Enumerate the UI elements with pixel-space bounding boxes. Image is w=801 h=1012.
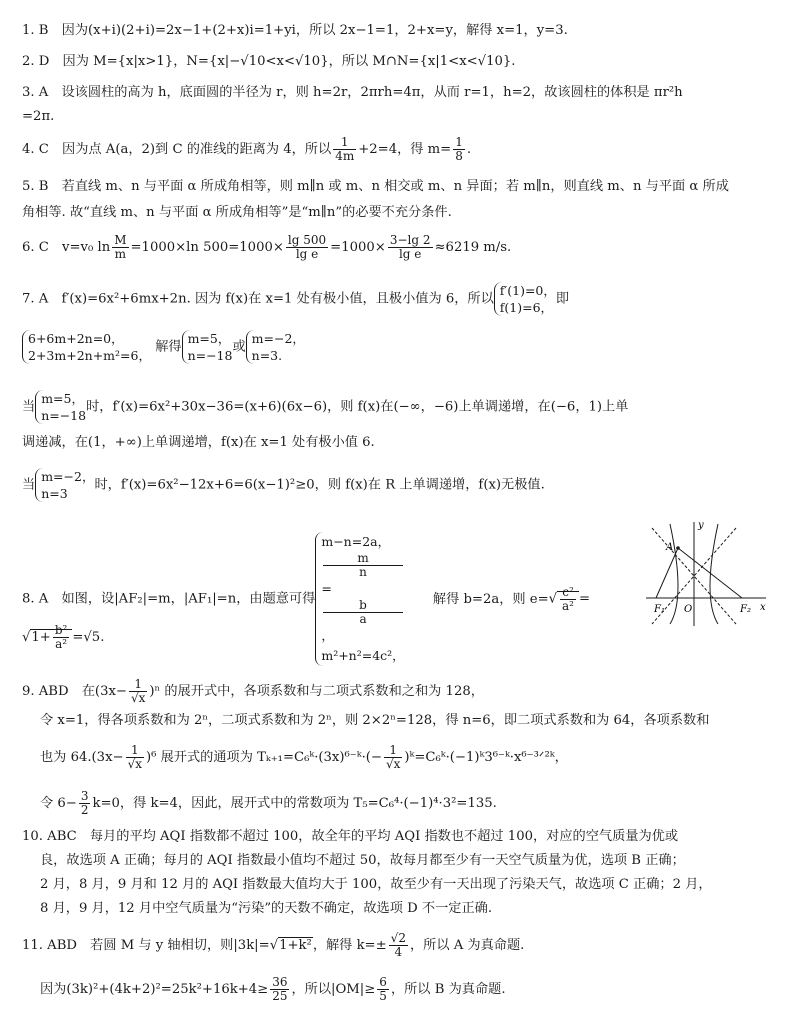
answer-line-4: 4. C 因为点 A(a，2)到 C 的准线的距离为 4，所以 $\frac{1}{4m}$ +2=4，得 m= $\frac{1}{8}$ . [22, 135, 472, 163]
answer-line-10-d: 8 月，9 月，12 月中空气质量为“污染”的天数不确定，故选项 D 不一定正确. [40, 901, 493, 916]
answer-line-3-cont: =2π. [22, 109, 55, 124]
answer-line-7: 7. A f′(x)=6x²+6mx+2n. 因为 f(x)在 x=1 处有极小值，且极小值为 6，所以 f′(1)=0， f(1)=6， 即 [22, 283, 570, 315]
answer-line-10-c: 2 月，8 月，9 月和 12 月的 AQI 指数最大值均大于 100，故至少有一天出现了污染天气，故选项 C 正确；2 月， [40, 877, 712, 892]
fraction: $\frac{1}{4m}$ [335, 135, 355, 163]
fraction: $\frac{3-\lg 2}{\text{lg e}}$ [389, 233, 431, 261]
point-a [676, 546, 680, 550]
fraction: $\frac{\text{c²}}{\text{a²}}$ [562, 584, 574, 613]
solution-system: m=5， n=−18 [182, 330, 233, 364]
answer-line-11-b: 因为(3k)²+(4k+2)²=25k²+16k+4≥ $\frac{36}{25}$ ，所以|OM|≥ $\frac{6}{5}$ ，所以 B 为真命题. [40, 975, 506, 1003]
fraction: $\frac{1}{√x}$ [127, 743, 142, 771]
label-o: O [684, 604, 693, 615]
fraction: $\frac{M}{m}$ [114, 233, 127, 261]
answer-line-9-cont: 令 x=1，得各项系数和为 2ⁿ，二项式系数和为 2ⁿ，则 2×2ⁿ=128，得 n=6，即二项式系数和为 64，各项系数和 [40, 713, 710, 728]
answer-line-6: 6. C v=v₀ ln $\frac{M}{m}$ =1000×ln 500=1000× $\frac{\lg 500}{\text{lg e}}$ =1000× $\frac{3-\lg 2}{\text{lg e}}$ ≈6219 m/s. [22, 233, 512, 261]
answer-line-1: 1. B 因为(x+i)(2+i)=2x−1+(2+x)i=1+yi，所以 2x−1=1，2+x=y，解得 x=1，y=3. [22, 23, 568, 38]
answer-line-5-cont: 角相等. 故“直线 m、n 与平面 α 所成角相等”是“m∥n”的必要不充分条件. [22, 205, 452, 220]
answer-line-10: 10. ABC 每月的平均 AQI 指数都不超过 100，故全年的平均 AQI 指数也不超过 100，对应的空气质量为优或 [22, 829, 679, 844]
fraction: $\frac{1}{8}$ [455, 135, 463, 163]
fraction: $\frac{\text{b²}}{\text{a²}}$ [54, 623, 68, 651]
answer-line-7-systems: 6+6m+2n=0， 2+3m+2n+m²=6， 解得 m=5， n=−18 或 m=−2， n=3. [22, 330, 305, 364]
label-y: y [698, 520, 704, 531]
hyperbola-figure [642, 518, 772, 628]
case-system: m=−2， n=3 [35, 468, 94, 502]
answer-line-9-term: 也为 64.(3x− $\frac{1}{√x}$ )⁶ 展开式的通项为 Tₖ₊₁=C₆ᵏ·(3x)⁶⁻ᵏ·(− $\frac{1}{√x}$ )ᵏ=C₆ᵏ·(−1)ᵏ3⁶⁻ᵏ·x⁶⁻³ᐟ²ᵏ， [40, 743, 568, 771]
label-x: x [760, 602, 766, 613]
fraction: $\frac{6}{5}$ [379, 975, 387, 1003]
label-f2: F₂ [740, 604, 751, 615]
answer-line-5: 5. B 若直线 m、n 与平面 α 所成角相等，则 m∥n 或 m、n 相交或 m、n 异面；若 m∥n，则直线 m、n 与平面 α 所成 [22, 179, 729, 194]
answer-line-2: 2. D 因为 M={x|x>1}，N={x|−√10<x<√10}，所以 M∩N={x|1<x<√10}. [22, 54, 516, 69]
fraction: $\frac{36}{25}$ [272, 975, 288, 1003]
case-system: m=5， n=−18 [35, 390, 86, 424]
fraction: $\frac{\lg 500}{\text{lg e}}$ [287, 233, 327, 261]
fraction: $\frac{1}{√x}$ [130, 677, 146, 705]
answer-line-8: 8. A 如图，设|AF₂|=m，|AF₁|=n，由题意可得 m−n=2a， m n = b a ， m²+n²=4c²， 解得 b=2a，则 e=√ $\frac{\text{c²}}{\text{a²}}$ = [22, 532, 590, 666]
label-f1: F₁ [654, 604, 665, 615]
segment-af1 [656, 548, 678, 598]
fraction: $\frac{√2}{4}$ [390, 931, 406, 959]
equation-system: m−n=2a， m n = b a ， m²+n²=4c²， [315, 532, 404, 666]
answer-line-9-const: 令 6− $\frac{3}{2}$ k=0，得 k=4，因此，展开式中的常数项为 T₅=C₆⁴·(−1)⁴·3²=135. [40, 789, 497, 817]
answer-line-8-cont: √1+ $\frac{\text{b²}}{\text{a²}}$ =√5. [22, 623, 105, 651]
solution-system: m=−2， n=3. [246, 330, 305, 364]
label-a: A [666, 542, 674, 553]
answer-line-11: 11. ABD 若圆 M 与 y 轴相切，则|3k|=√1+k²，解得 k=± $\frac{√2}{4}$ ，所以 A 为真命题. [22, 931, 525, 959]
equation-system: f′(1)=0， f(1)=6， [494, 282, 556, 316]
answer-line-7-case1-cont: 调递减，在(1，+∞)上单调递增，f(x)在 x=1 处有极小值 6. [22, 435, 375, 450]
fraction: $\frac{1}{√x}$ [385, 743, 401, 771]
answer-line-7-case2: 当 m=−2， n=3 时，f′(x)=6x²−12x+6=6(x−1)²≥0，则 f(x)在 R 上单调递增，f(x)无极值. [22, 469, 545, 501]
fraction: $\frac{3}{2}$ [80, 789, 89, 817]
answer-line-10-b: 良，故选项 A 正确；每月的 AQI 指数最小值均不超过 50，故每月都至少有一天空气质量为优，选项 B 正确； [40, 853, 685, 868]
answer-line-9: 9. ABD 在(3x− $\frac{1}{√x}$ )ⁿ 的展开式中，各项系数和与二项式系数和之和为 128， [22, 677, 484, 705]
equation-system: 6+6m+2n=0， 2+3m+2n+m²=6， [22, 330, 151, 364]
hyperbola-left-branch [670, 524, 678, 624]
answer-line-7-case1: 当 m=5， n=−18 时，f′(x)=6x²+30x−36=(x+6)(6x−6)，则 f(x)在(−∞，−6)上单调递增，在(−6，1)上单 [22, 391, 629, 423]
answer-line-3: 3. A 设该圆柱的高为 h，底面圆的半径为 r，则 h=2r，2πrh=4π，从而 r=1，h=2，故该圆柱的体积是 πr²h [22, 85, 683, 100]
